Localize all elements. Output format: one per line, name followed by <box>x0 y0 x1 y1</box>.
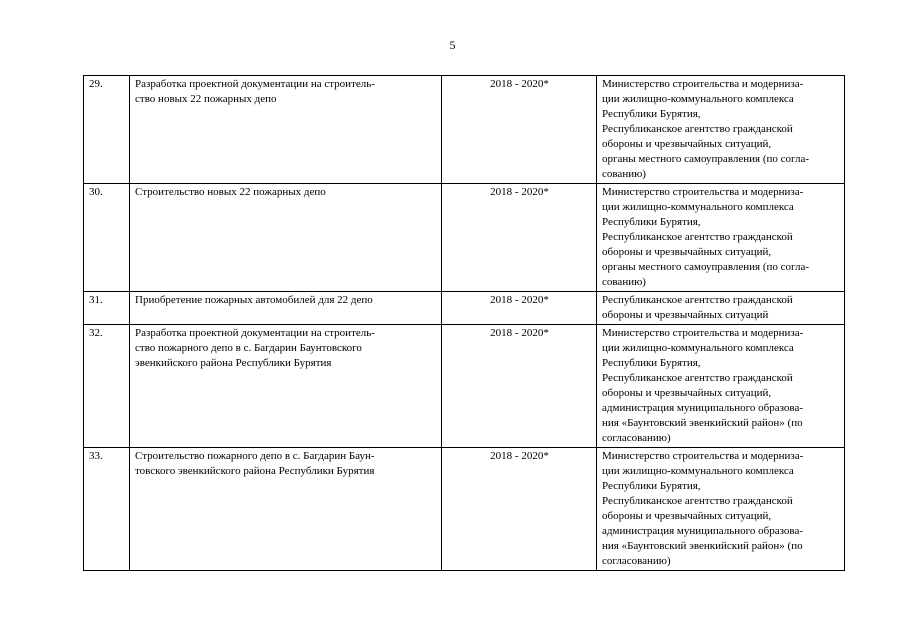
implementation-period: 2018 - 2020* <box>442 325 597 448</box>
row-number: 32. <box>84 325 130 448</box>
table-row <box>84 76 845 184</box>
responsible-executors: Министерство строительства и модерниза- ции жилищно-коммунального комплекса Республики Бурятия, Республиканское агентство гражданской обороны и чрезвычайных ситуаций, администрация муниципального образова- ния «Баунтовский эвенкийский район» (по согласованию) <box>597 448 845 571</box>
implementation-period: 2018 - 2020* <box>442 184 597 292</box>
implementation-period: 2018 - 2020* <box>442 76 597 184</box>
responsible-executors: Министерство строительства и модерниза- ции жилищно-коммунального комплекса Республики Бурятия, Республиканское агентство гражданской обороны и чрезвычайных ситуаций, администрация муниципального образова- ния «Баунтовский эвенкийский район» (по согласованию) <box>597 325 845 448</box>
measures-table <box>83 75 845 571</box>
row-number: 29. <box>84 76 130 184</box>
measure-description: Разработка проектной документации на строитель- ство новых 22 пожарных депо <box>130 76 442 184</box>
row-number: 31. <box>84 292 130 325</box>
table-row <box>84 448 845 571</box>
page-number: 5 <box>449 38 456 52</box>
measure-description: Приобретение пожарных автомобилей для 22 депо <box>130 292 442 325</box>
table-row <box>84 292 845 325</box>
implementation-period: 2018 - 2020* <box>442 448 597 571</box>
implementation-period: 2018 - 2020* <box>442 292 597 325</box>
row-number: 30. <box>84 184 130 292</box>
responsible-executors: Министерство строительства и модерниза- ции жилищно-коммунального комплекса Республики Бурятия, Республиканское агентство гражданской обороны и чрезвычайных ситуаций, органы местного самоуправления (по согла- сованию) <box>597 76 845 184</box>
measure-description: Строительство пожарного депо в с. Багдарин Баун- товского эвенкийского района Республики Бурятия <box>130 448 442 571</box>
table-row <box>84 325 845 448</box>
row-number: 33. <box>84 448 130 571</box>
measure-description: Строительство новых 22 пожарных депо <box>130 184 442 292</box>
responsible-executors: Республиканское агентство гражданской обороны и чрезвычайных ситуаций <box>597 292 845 325</box>
table-row <box>84 184 845 292</box>
responsible-executors: Министерство строительства и модерниза- ции жилищно-коммунального комплекса Республики Бурятия, Республиканское агентство гражданской обороны и чрезвычайных ситуаций, органы местного самоуправления (по согла- сованию) <box>597 184 845 292</box>
measure-description: Разработка проектной документации на строитель- ство пожарного депо в с. Багдарин Баунтовского эвенкийского района Республики Бурятия <box>130 325 442 448</box>
